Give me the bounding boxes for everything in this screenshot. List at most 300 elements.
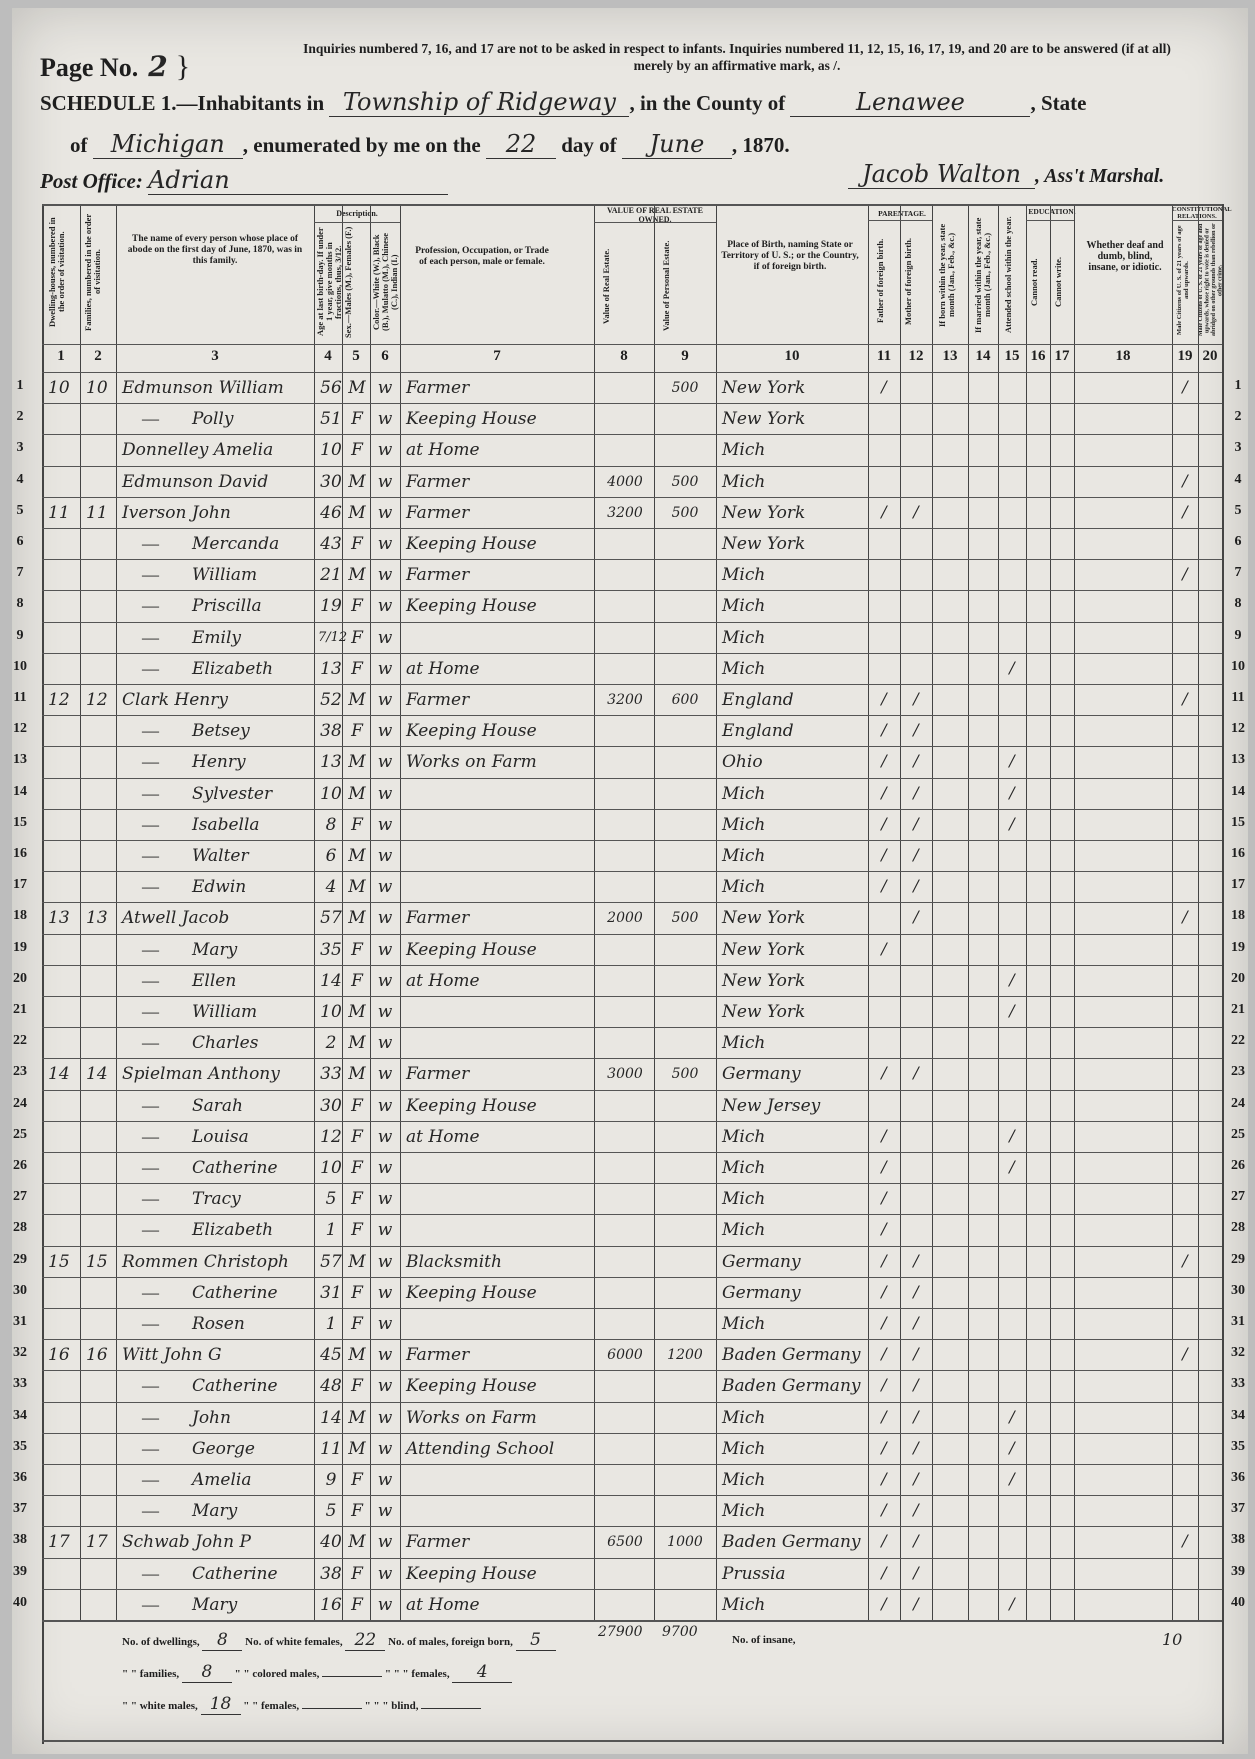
total-male-citizens: 10 <box>1162 1630 1183 1649</box>
sex: F <box>351 814 363 835</box>
birthplace: England <box>722 721 794 742</box>
color: w <box>377 409 393 430</box>
row-number-right: 29 <box>1231 1251 1245 1267</box>
age: 5 <box>325 1189 337 1210</box>
name-dash: — <box>142 627 159 647</box>
name-dash: — <box>142 877 159 897</box>
dwelling-number: 11 <box>48 502 70 523</box>
grid-row-line <box>1026 220 1074 221</box>
birthplace: Ohio <box>722 752 763 773</box>
row-number-right: 36 <box>1231 1470 1245 1485</box>
person-name: Schwab John P <box>122 1532 251 1553</box>
row-number-right: 11 <box>1231 690 1245 705</box>
age: 12 <box>320 1126 342 1147</box>
sex: M <box>348 1251 366 1272</box>
row-number-right: 24 <box>1231 1095 1245 1111</box>
color: w <box>377 440 393 461</box>
females-foreign-label: " " " females, <box>384 1668 450 1680</box>
sex: M <box>348 877 366 898</box>
school-mark: / <box>1009 1437 1015 1457</box>
father-foreign-mark: / <box>881 876 887 896</box>
row-number-right: 39 <box>1231 1563 1245 1579</box>
father-foreign-mark: / <box>881 1313 887 1332</box>
row-number-left: 13 <box>13 752 27 768</box>
birthplace: Prussia <box>722 1563 786 1584</box>
grid-column-line <box>1222 204 1224 1744</box>
name-dash: — <box>142 1594 159 1614</box>
birthplace: Mich <box>722 658 766 679</box>
citizen-mark: / <box>1182 1344 1188 1364</box>
row-number-right: 7 <box>1234 565 1242 581</box>
grid-row-line <box>42 934 1222 935</box>
age: 38 <box>320 1563 342 1584</box>
header-attended-school: Attended school within the year. <box>1003 216 1013 334</box>
birthplace: Mich <box>722 877 766 898</box>
personal-estate-value: 600 <box>671 692 699 708</box>
census-table <box>13 204 1245 1744</box>
grid-row-line <box>42 684 1222 685</box>
column-number: 11 <box>876 348 892 364</box>
sex: F <box>351 1126 363 1147</box>
age: 57 <box>320 908 342 929</box>
father-foreign-mark: / <box>881 813 887 833</box>
school-mark: / <box>1009 1469 1015 1488</box>
blind-value <box>421 1708 481 1709</box>
post-office-field: Adrian <box>148 166 448 195</box>
row-number-right: 38 <box>1231 1532 1245 1548</box>
header-age: Age at last birth-day. If under 1 year, give months in fractions, thus, 3/12. <box>315 227 343 337</box>
grid-row-line <box>42 809 1222 810</box>
age: 35 <box>320 939 342 960</box>
grid-row-line <box>42 1090 1222 1091</box>
age: 46 <box>320 502 342 523</box>
father-foreign-mark: / <box>881 845 887 864</box>
grid-row-line <box>42 1464 1222 1465</box>
sex: F <box>351 1563 363 1584</box>
age: 45 <box>320 1345 342 1366</box>
dwelling-number: 17 <box>48 1532 70 1553</box>
row-number-left: 10 <box>13 658 27 674</box>
color: w <box>377 690 393 710</box>
white-males-label: " " white males, <box>122 1700 198 1712</box>
occupation: at Home <box>406 658 480 679</box>
grid-row-line <box>42 1558 1222 1559</box>
grid-row-line <box>42 1433 1222 1434</box>
sex: M <box>348 1438 366 1459</box>
occupation: Keeping House <box>406 409 537 430</box>
color: w <box>377 1251 393 1272</box>
sex: F <box>351 627 363 648</box>
age: 6 <box>325 846 337 866</box>
row-number-right: 31 <box>1231 1314 1245 1329</box>
age: 31 <box>320 1282 342 1303</box>
sex: F <box>351 658 363 679</box>
occupation: Works on Farm <box>406 752 537 773</box>
person-name: Priscilla <box>192 596 262 617</box>
birthplace: New York <box>722 1002 806 1022</box>
grid-column-line <box>1026 204 1027 1620</box>
grid-row-line <box>42 965 1222 966</box>
column-number: 8 <box>620 348 628 364</box>
person-name: Isabella <box>192 814 260 835</box>
sex: M <box>348 783 366 804</box>
grid-row-line <box>42 715 1222 716</box>
father-foreign-mark: / <box>881 1375 887 1395</box>
grid-row-line <box>42 1620 1222 1622</box>
family-number: 15 <box>86 1251 108 1272</box>
sex: F <box>351 1095 363 1116</box>
row-number-left: 37 <box>13 1501 27 1517</box>
column-number: 4 <box>324 348 332 364</box>
name-dash: — <box>142 534 159 553</box>
mother-foreign-mark: / <box>913 501 919 521</box>
grid-row-line <box>42 902 1222 903</box>
name-dash: — <box>142 1376 159 1396</box>
schedule-prefix: SCHEDULE 1.—Inhabitants in <box>40 91 325 115</box>
grid-column-line <box>716 204 717 1620</box>
occupation: Farmer <box>406 502 470 523</box>
birthplace: Mich <box>722 814 766 835</box>
father-foreign-mark: / <box>881 1562 887 1582</box>
school-mark: / <box>1009 782 1015 802</box>
row-number-left: 3 <box>16 440 24 456</box>
sex: F <box>351 1189 363 1210</box>
birthplace: New Jersey <box>722 1095 821 1116</box>
census-sheet <box>12 8 1248 1754</box>
father-foreign-mark: / <box>881 1406 887 1426</box>
person-name: Amelia <box>192 1470 252 1490</box>
age: 9 <box>325 1470 337 1490</box>
person-name: Walter <box>192 846 249 866</box>
white-females-label: No. of white females, <box>245 1636 343 1648</box>
row-number-right: 5 <box>1234 502 1242 518</box>
color: w <box>377 1002 393 1022</box>
mother-foreign-mark: / <box>913 813 919 833</box>
occupation: at Home <box>406 970 480 991</box>
school-mark: / <box>1009 1001 1015 1020</box>
row-number-right: 26 <box>1231 1158 1245 1173</box>
row-number-left: 19 <box>13 939 27 955</box>
row-number-left: 36 <box>13 1470 27 1485</box>
schedule-line <box>40 88 1220 117</box>
marshal-line <box>848 160 1164 188</box>
name-dash: — <box>142 721 159 741</box>
father-foreign-mark: / <box>881 1188 887 1208</box>
blind-label: " " " blind, <box>364 1700 419 1712</box>
dwelling-number: 14 <box>48 1064 70 1085</box>
header-occupation: Profession, Occupation, or Trade of each person, male or female. <box>415 246 549 267</box>
family-number: 11 <box>86 502 108 523</box>
color: w <box>377 1532 393 1553</box>
name-dash: — <box>142 1002 159 1021</box>
birthplace: Mich <box>722 1438 766 1459</box>
total-real-estate: 27900 <box>598 1624 643 1640</box>
mother-foreign-mark: / <box>913 1313 919 1332</box>
name-dash: — <box>142 846 159 865</box>
person-name: Mary <box>192 939 238 960</box>
row-number-left: 35 <box>13 1438 27 1454</box>
mother-foreign-mark: / <box>913 1250 919 1270</box>
person-name: Elizabeth <box>192 1220 274 1241</box>
row-number-right: 35 <box>1231 1438 1245 1454</box>
header-sex: Sex.—Males (M.), Females (F.) <box>343 226 353 338</box>
father-foreign-mark: / <box>881 720 887 740</box>
occupation: Farmer <box>406 565 470 586</box>
sex: M <box>348 846 366 866</box>
age: 57 <box>320 1251 342 1272</box>
birthplace: New York <box>722 502 806 523</box>
row-number-left: 24 <box>13 1095 27 1111</box>
row-number-left: 26 <box>13 1158 27 1173</box>
marshal-signature: Jacob Walton <box>848 160 1035 189</box>
mother-foreign-mark: / <box>913 1063 919 1083</box>
family-number: 13 <box>86 908 108 929</box>
mother-foreign-mark: / <box>913 907 919 927</box>
mother-foreign-mark: / <box>913 845 919 864</box>
father-foreign-mark: / <box>881 1157 887 1176</box>
sex: F <box>351 1282 363 1303</box>
age: 38 <box>320 721 342 742</box>
personal-estate-value: 500 <box>671 504 699 521</box>
total-personal-estate: 9700 <box>662 1624 698 1640</box>
grid-row-line <box>42 996 1222 997</box>
row-number-right: 37 <box>1231 1501 1245 1517</box>
row-number-left: 31 <box>13 1314 27 1329</box>
sex: F <box>351 596 363 617</box>
marshal-label: , Ass't Marshal. <box>1034 165 1165 187</box>
age: 40 <box>320 1532 342 1553</box>
name-dash: — <box>142 1501 159 1521</box>
row-number-right: 13 <box>1231 752 1245 768</box>
header-real-estate-group: VALUE OF REAL ESTATE OWNED. <box>607 206 703 224</box>
row-number-left: 32 <box>13 1345 27 1361</box>
age: 2 <box>325 1033 337 1054</box>
mother-foreign-mark: / <box>913 1437 919 1457</box>
person-name: Rosen <box>192 1314 245 1334</box>
column-number: 15 <box>1004 348 1020 364</box>
row-number-right: 34 <box>1231 1407 1245 1423</box>
person-name: Donnelley Amelia <box>122 440 274 461</box>
row-number-right: 18 <box>1231 908 1245 924</box>
county-label: , in the County of <box>629 91 786 115</box>
occupation: Keeping House <box>406 939 537 960</box>
age: 10 <box>320 1002 342 1022</box>
birthplace: Germany <box>722 1251 801 1272</box>
school-mark: / <box>1009 751 1015 771</box>
name-dash: — <box>142 1158 159 1177</box>
mother-foreign-mark: / <box>913 1281 919 1301</box>
row-number-left: 7 <box>16 565 24 581</box>
inquiries-line-1: Inquiries numbered 7, 16, and 17 are not to be asked in respect to infants. Inquiries numbered 11, 12, 15, 16, 17, 19, and 20 are to be answered (if at all) <box>303 41 1171 56</box>
inquiries-note <box>252 40 1222 74</box>
person-name: Rommen Christoph <box>122 1251 289 1272</box>
age: 5 <box>325 1501 337 1522</box>
father-foreign-mark: / <box>881 938 887 958</box>
row-number-left: 25 <box>13 1126 27 1142</box>
age: 21 <box>320 565 342 586</box>
row-number-right: 14 <box>1231 783 1245 799</box>
color: w <box>377 1438 393 1459</box>
females-foreign-value: 4 <box>452 1662 512 1683</box>
footer-line-3 <box>122 1694 481 1715</box>
grid-row-line <box>42 403 1222 404</box>
person-name: Catherine <box>192 1376 278 1397</box>
name-dash: — <box>142 1220 159 1240</box>
citizen-mark: / <box>1182 564 1188 584</box>
birthplace: Mich <box>722 1220 766 1241</box>
inquiries-line-2: merely by an affirmative mark, as /. <box>633 58 841 73</box>
color: w <box>377 1345 393 1366</box>
age: 33 <box>320 1064 342 1085</box>
row-number-right: 8 <box>1234 596 1242 612</box>
name-dash: — <box>142 565 159 585</box>
grid-row-line <box>42 1246 1222 1247</box>
sex: F <box>351 440 363 461</box>
personal-estate-value: 500 <box>671 910 699 927</box>
birthplace: Mich <box>722 565 766 586</box>
person-name: Iverson John <box>122 502 231 523</box>
person-name: Emily <box>192 627 242 648</box>
person-name: Henry <box>192 752 246 773</box>
name-dash: — <box>142 596 159 616</box>
sex: M <box>348 1064 366 1085</box>
grid-column-line <box>1074 204 1075 1620</box>
personal-estate-value: 1200 <box>667 1347 703 1364</box>
name-dash: — <box>142 1438 159 1458</box>
dwelling-number: 13 <box>48 908 70 929</box>
birthplace: New York <box>722 409 806 430</box>
sex: M <box>348 471 366 492</box>
sex: M <box>348 1532 366 1553</box>
occupation: at Home <box>406 440 480 461</box>
grid-column-line <box>1050 204 1051 1620</box>
colored-females-value <box>302 1708 362 1709</box>
color: w <box>377 783 393 804</box>
birthplace: New York <box>722 970 806 991</box>
father-foreign-mark: / <box>881 1500 887 1520</box>
grid-row-line <box>42 1589 1222 1590</box>
person-name: Charles <box>192 1033 259 1054</box>
person-name: Polly <box>192 409 234 430</box>
occupation: Farmer <box>406 1532 470 1553</box>
name-dash: — <box>142 814 159 834</box>
personal-estate-value: 500 <box>671 473 699 490</box>
post-office-line <box>40 166 448 195</box>
sex: M <box>348 1407 366 1428</box>
column-number: 10 <box>784 348 800 364</box>
name-dash: — <box>142 752 159 772</box>
grid-row-line <box>42 1027 1222 1028</box>
person-name: Sarah <box>192 1095 243 1116</box>
father-foreign-mark: / <box>881 751 887 771</box>
grid-row-line <box>42 590 1222 591</box>
age: 51 <box>320 409 342 430</box>
column-number: 3 <box>211 348 219 364</box>
birthplace: England <box>722 690 794 710</box>
grid-column-line <box>968 204 969 1620</box>
grid-row-line <box>42 1308 1222 1309</box>
color: w <box>377 1095 393 1116</box>
person-name: Edmunson David <box>122 471 269 492</box>
row-number-left: 33 <box>13 1376 27 1392</box>
sex: M <box>348 690 366 710</box>
father-foreign-mark: / <box>881 1250 887 1270</box>
grid-row-line <box>42 1402 1222 1403</box>
birthplace: Mich <box>722 1126 766 1147</box>
page-number-value: 2 <box>148 50 168 83</box>
insane-label: No. of insane, <box>732 1634 796 1646</box>
sex: F <box>351 970 363 991</box>
citizen-mark: / <box>1182 470 1188 490</box>
row-number-left: 21 <box>13 1002 27 1017</box>
name-dash: — <box>142 1282 159 1302</box>
school-mark: / <box>1009 969 1015 989</box>
father-foreign-mark: / <box>881 501 887 521</box>
name-dash: — <box>142 1095 159 1115</box>
grid-row-line <box>42 1495 1222 1496</box>
row-number-left: 38 <box>13 1532 27 1548</box>
color: w <box>377 1282 393 1303</box>
color: w <box>377 970 393 991</box>
mother-foreign-mark: / <box>913 876 919 896</box>
occupation: Farmer <box>406 690 470 710</box>
column-number: 1 <box>57 348 65 364</box>
color: w <box>377 1314 393 1334</box>
name-dash: — <box>142 658 159 678</box>
birthplace: Mich <box>722 1594 766 1615</box>
father-foreign-mark: / <box>881 689 887 708</box>
family-number: 16 <box>86 1345 108 1366</box>
row-number-right: 27 <box>1231 1189 1245 1205</box>
age: 43 <box>320 534 342 554</box>
grid-row-line <box>42 559 1222 560</box>
occupation: Farmer <box>406 471 470 492</box>
grid-row-line <box>42 1183 1222 1184</box>
occupation: Keeping House <box>406 1282 537 1303</box>
dwelling-number: 12 <box>48 690 70 710</box>
sex: M <box>348 752 366 773</box>
enumeration-line <box>70 130 790 159</box>
page-number: Page No. 2 } <box>40 50 191 83</box>
sex: F <box>351 534 363 554</box>
personal-estate-value: 500 <box>671 1066 699 1083</box>
person-name: Edwin <box>192 877 247 898</box>
birthplace: Germany <box>722 1282 801 1303</box>
age: 13 <box>320 658 342 679</box>
birthplace: New York <box>722 534 806 554</box>
birthplace: Mich <box>722 1033 766 1054</box>
row-number-left: 29 <box>13 1251 27 1267</box>
state-field: Michigan <box>93 130 243 159</box>
occupation: Farmer <box>406 1064 470 1085</box>
occupation: Blacksmith <box>406 1251 502 1272</box>
header-father-foreign: Father of foreign birth. <box>875 238 885 324</box>
age: 11 <box>320 1438 342 1459</box>
place-field: Township of Ridgeway <box>329 88 629 117</box>
school-mark: / <box>1009 1593 1015 1613</box>
citizen-mark: / <box>1182 1531 1188 1551</box>
row-number-right: 2 <box>1234 409 1242 425</box>
age: 7/12 <box>318 629 348 645</box>
row-number-right: 20 <box>1231 970 1245 986</box>
dwellings-value: 8 <box>202 1630 242 1651</box>
grid-row-line <box>314 222 400 223</box>
sex: M <box>348 1002 366 1022</box>
mother-foreign-mark: / <box>913 782 919 802</box>
age: 10 <box>320 783 342 804</box>
occupation: at Home <box>406 1126 480 1147</box>
grid-row-line <box>42 466 1222 467</box>
